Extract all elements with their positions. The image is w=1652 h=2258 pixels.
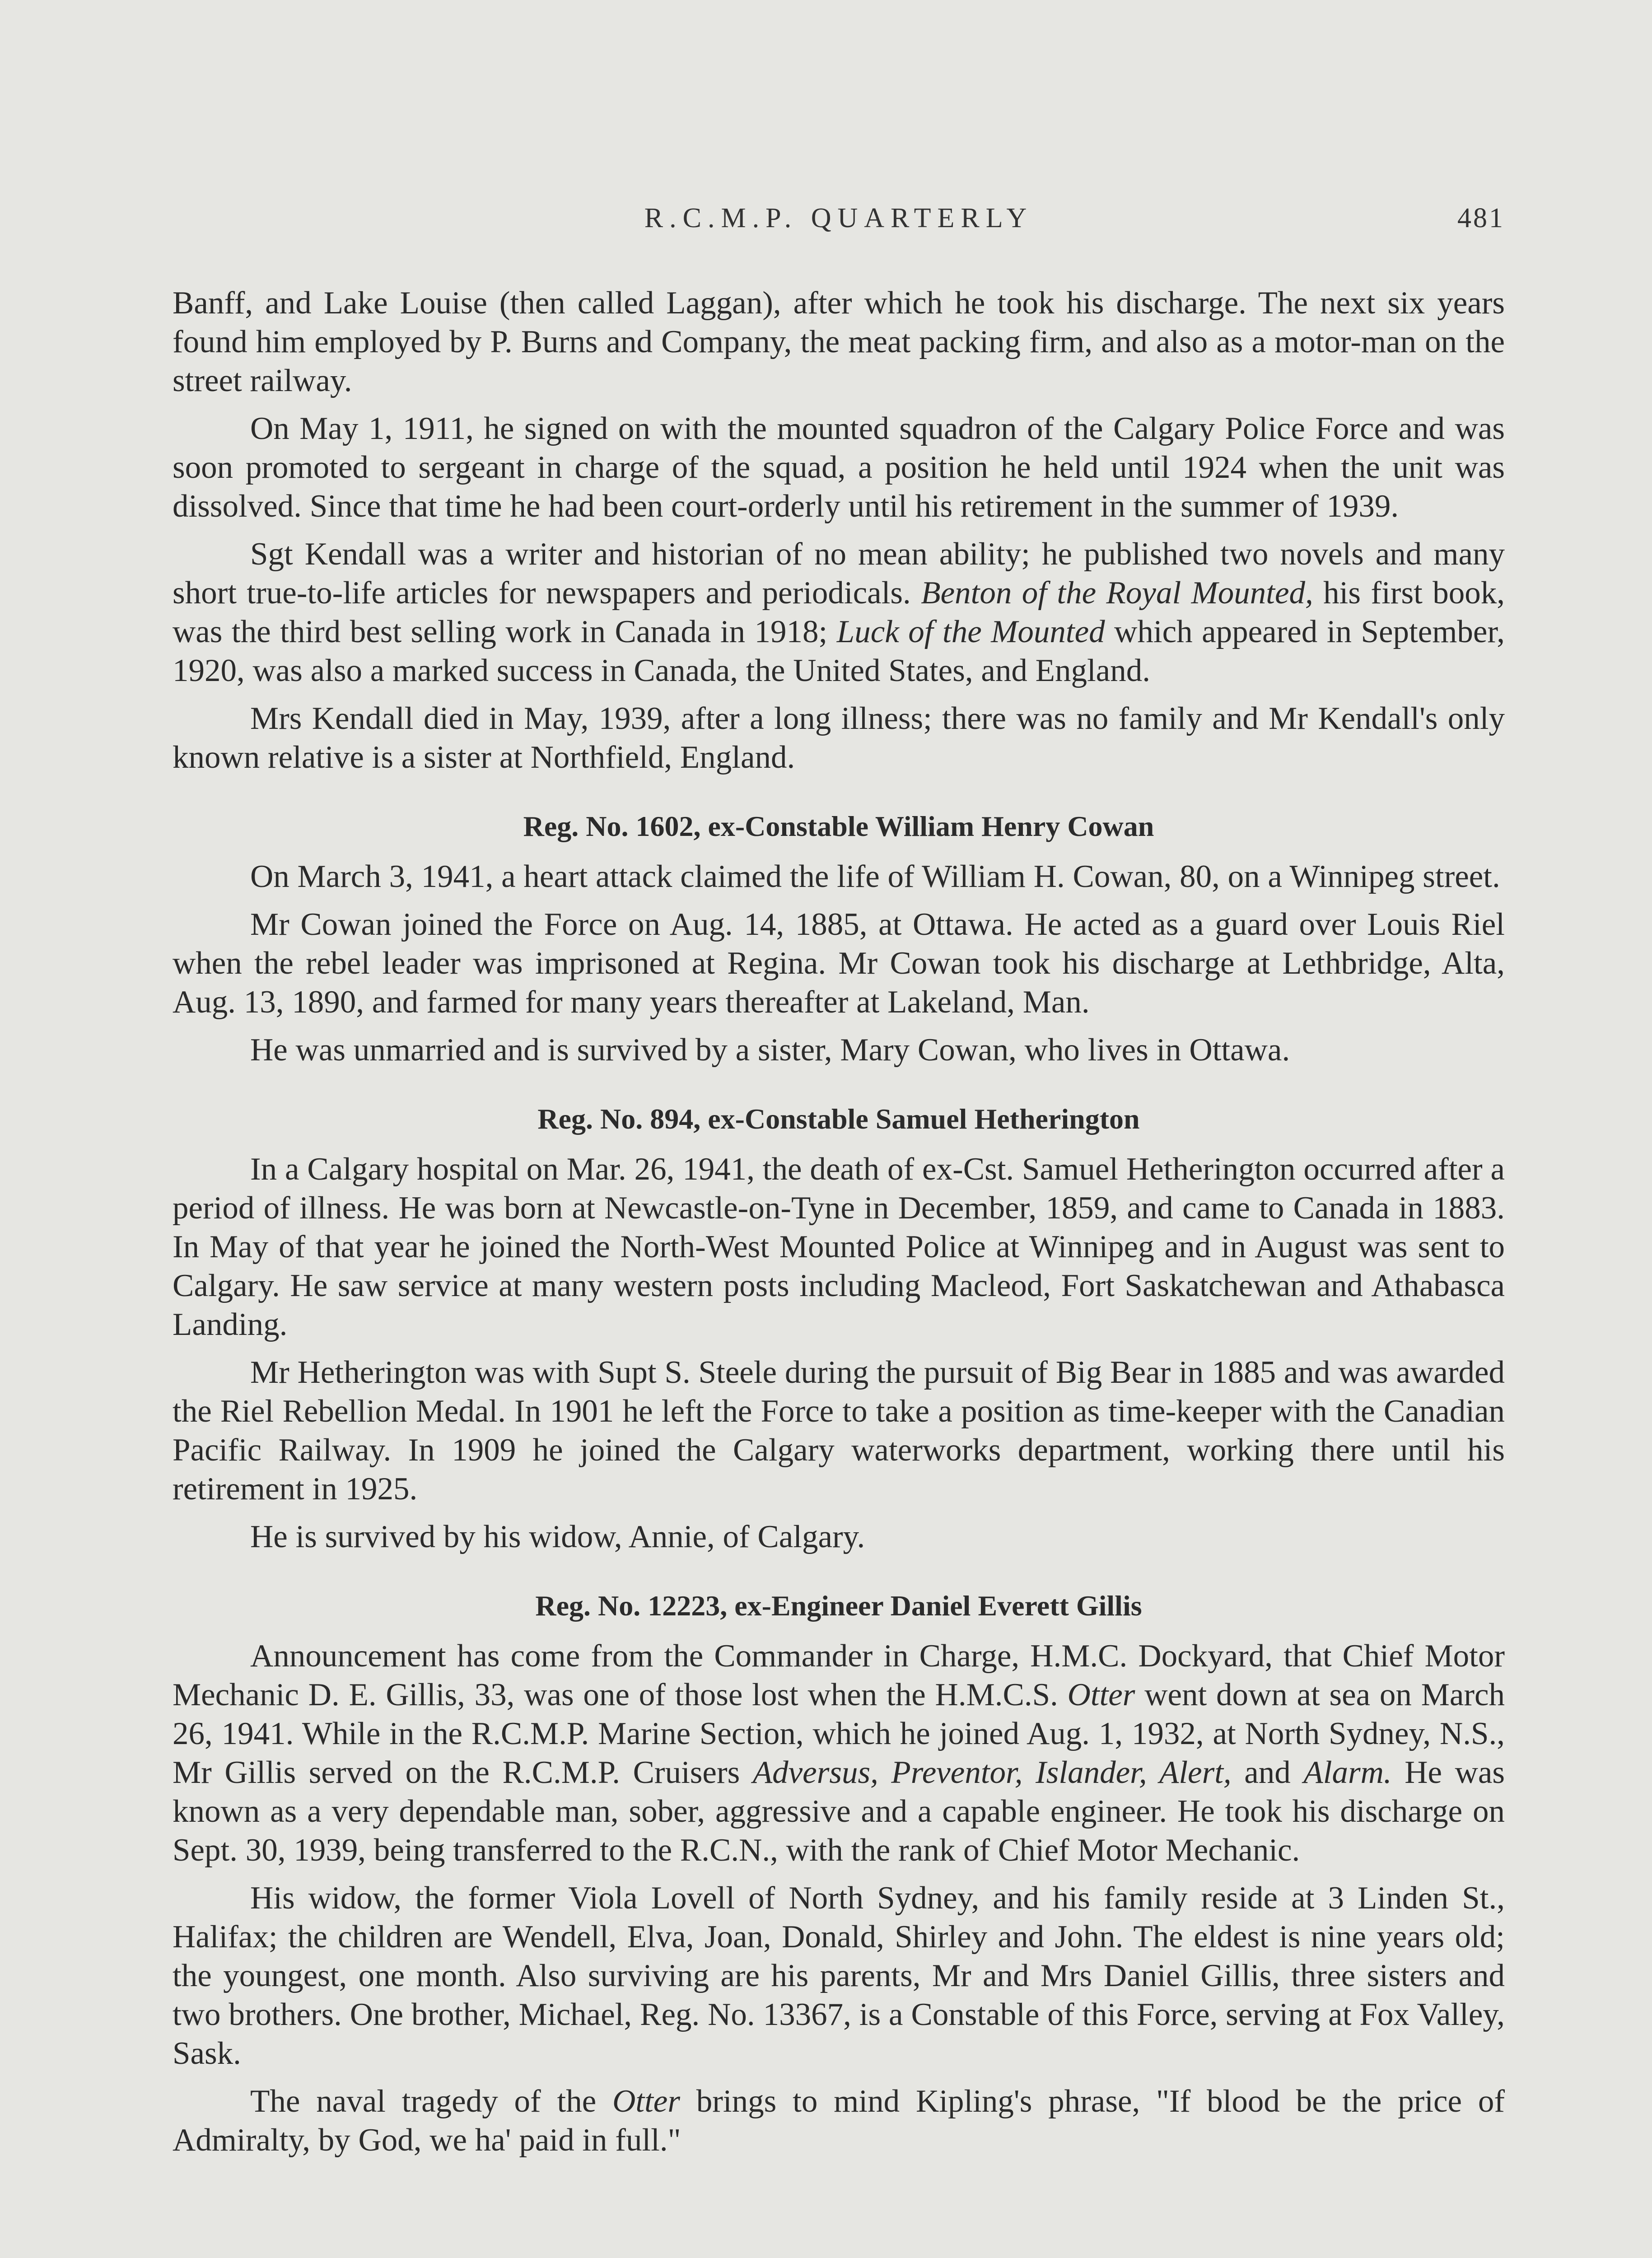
paragraph-kendall-1: Banff, and Lake Louise (then called Laggan), after which he took his discharge. The next six years found him employed by P. Burns and Company, the meat packing firm, and also as a motor-man on the street railway. <box>173 285 1505 398</box>
paragraph-cowan-2: Mr Cowan joined the Force on Aug. 14, 1885, at Ottawa. He acted as a guard over Louis Riel when the rebel leader was imprisoned at Regina. Mr Cowan took his discharge at Lethbridge, Alta, Aug. 13, 1890, and farmed for many years thereafter at Lakeland, Man. <box>173 907 1505 1020</box>
running-title: R.C.M.P. QUARTERLY <box>644 203 1033 233</box>
paragraph-gillis-1 <box>173 1637 1505 1870</box>
paragraph-kendall-4: Mrs Kendall died in May, 1939, after a long illness; there was no family and Mr Kendall's only known relative is a sister at Northfield, England. <box>173 701 1505 775</box>
paragraph-gillis-3 <box>173 2082 1505 2160</box>
text-span: He was known as a very dependable man, sober, aggressive and a capable engineer. He took his discharge on Sept. 30, 1939, being transferred to the R.C.N., with the rank of Chief Motor Mechanic. <box>173 1755 1505 1868</box>
paragraph-gillis-2: His widow, the former Viola Lovell of North Sydney, and his family reside at 3 Linden St., Halifax; the children are Wendell, Elva, Joan, Donald, Shirley and John. The eldest is nine years old; the youngest, one month. Also surviving are his parents, Mr and Mrs Daniel Gillis, three sisters and two brothers. One brother, Michael, Reg. No. 13367, is a Constable of this Force, serving at Fox Valley, Sask. <box>173 1880 1505 2071</box>
article-body <box>173 284 1505 2160</box>
paragraph-hetherington-1: In a Calgary hospital on Mar. 26, 1941, the death of ex-Cst. Samuel Hetherington occurred after a period of illness. He was born at Newcastle-on-Tyne in December, 1859, and came to Canada in 1883. In May of that year he joined the North-West Mounted Police at Winnipeg and in August was sent to Calgary. He saw service at many western posts including Macleod, Fort Saskatchewan and Athabasca Landing. <box>173 1152 1505 1342</box>
section-heading-gillis: Reg. No. 12223, ex-Engineer Daniel Everett Gillis <box>535 1590 1142 1622</box>
ship-name: Otter <box>612 2084 680 2119</box>
text-span: and <box>1231 1755 1304 1790</box>
paragraph-cowan-3: He was unmarried and is survived by a sister, Mary Cowan, who lives in Ottawa. <box>250 1032 1290 1068</box>
book-title: Luck of the Mounted <box>836 614 1105 649</box>
paragraph-hetherington-3: He is survived by his widow, Annie, of Calgary. <box>250 1519 865 1554</box>
paragraph-hetherington-2: Mr Hetherington was with Supt S. Steele during the pursuit of Big Bear in 1885 and was awarded the Riel Rebellion Medal. In 1901 he left the Force to take a position as time-keeper with the Canadian Pacific Railway. In 1909 he joined the Calgary waterworks department, working there until his retirement in 1925. <box>173 1355 1505 1507</box>
text-span: brings to mind Kipling's phrase, "If blood be the price of Admiralty, by God, we ha' paid in full." <box>173 2084 1505 2158</box>
text-span: Announcement has come from the Commander in Charge, H.M.C. Dockyard, that Chief Motor Mechanic D. E. Gillis, 33, was one of those lost when the H.M.C.S. <box>173 1638 1505 1712</box>
section-heading-cowan: Reg. No. 1602, ex-Constable William Henry Cowan <box>523 810 1154 842</box>
text-span: his first book, was the third best selling work in Canada in 1918; <box>173 575 1505 649</box>
paragraph-kendall-2: On May 1, 1911, he signed on with the mounted squadron of the Calgary Police Force and was soon promoted to sergeant in charge of the squad, a position he held until 1924 when the unit was dissolved. Since that time he had been court-orderly until his retirement in the summer of 1939. <box>173 411 1505 524</box>
ship-name: Alarm. <box>1303 1755 1392 1790</box>
text-span: Sgt Kendall was a writer and historian of no mean ability; he published two novels and many short true-to-life articles for newspapers and periodicals. <box>173 537 1505 611</box>
ship-name: Otter <box>1067 1677 1135 1712</box>
book-title: Benton of the Royal Mounted, <box>921 575 1313 611</box>
section-heading-hetherington: Reg. No. 894, ex-Constable Samuel Hetherington <box>537 1103 1140 1135</box>
paragraph-kendall-3 <box>173 535 1505 690</box>
page-number: 481 <box>1457 203 1505 233</box>
text-span: The naval tragedy of the <box>250 2084 613 2119</box>
ship-names: Adversus, Preventor, Islander, Alert, <box>752 1755 1232 1790</box>
document-page <box>173 194 1505 2169</box>
page-header <box>173 194 1505 248</box>
paragraph-cowan-1: On March 3, 1941, a heart attack claimed the life of William H. Cowan, 80, on a Winnipeg street. <box>250 859 1500 894</box>
text-span: went down at sea on March 26, 1941. While in the R.C.M.P. Marine Section, which he joined Aug. 1, 1932, at North Sydney, N.S., Mr Gillis served on the R.C.M.P. Cruisers <box>173 1677 1505 1790</box>
text-span: which appeared in September, 1920, was also a marked success in Canada, the United States, and England. <box>173 614 1505 688</box>
